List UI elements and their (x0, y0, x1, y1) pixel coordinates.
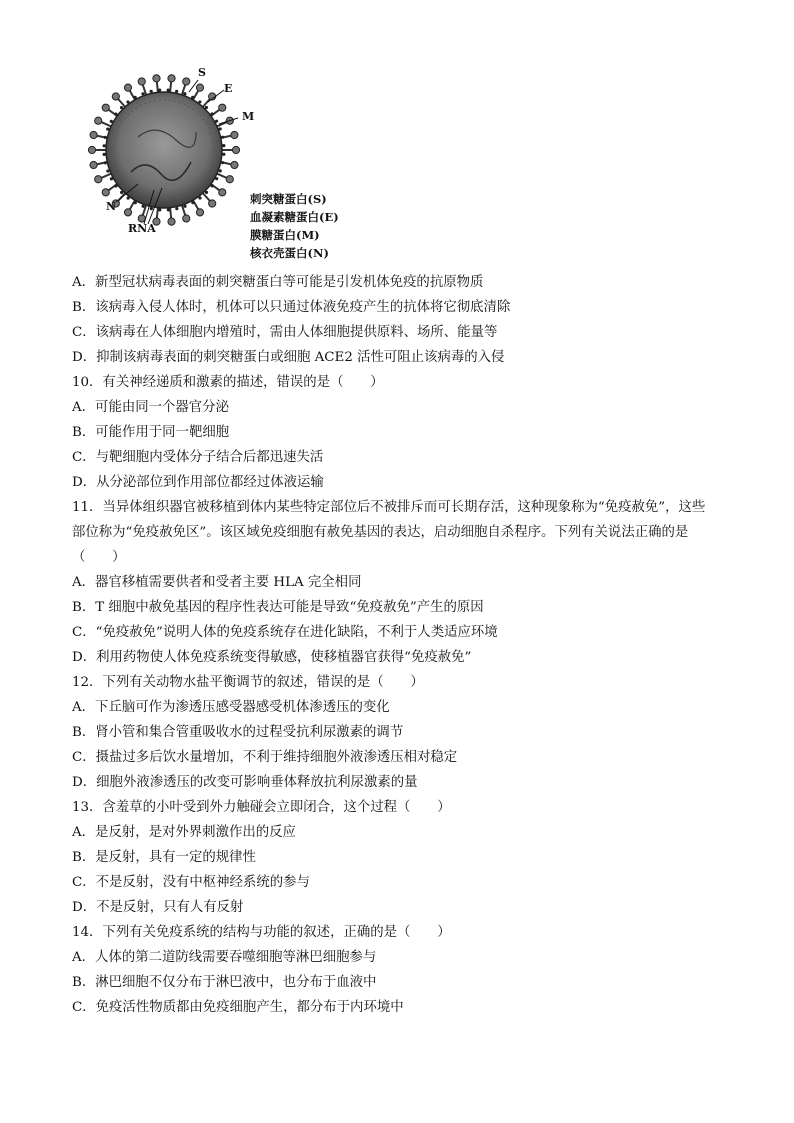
q10-option-a: A．可能由同一个器官分泌 (72, 400, 229, 415)
q13-option-d: D．不是反射，只有人有反射 (72, 900, 244, 915)
legend-item: 核衣壳蛋白(N) (250, 246, 329, 260)
label-rna: RNA (128, 222, 156, 235)
q13-option-a: A．是反射，是对外界刺激作出的反应 (72, 825, 296, 840)
q11-stem-line: （ ） (72, 550, 126, 565)
q10-stem: 10．有关神经递质和激素的描述，错误的是（ ） (72, 375, 384, 390)
q12-stem: 12．下列有关动物水盐平衡调节的叙述，错误的是（ ） (72, 675, 424, 690)
q11-stem-line: 部位称为“免疫赦免区”。该区域免疫细胞有赦免基因的表达，启动细胞自杀程序。下列有关说法正确的是 (72, 525, 689, 540)
q10-option-d: D．从分泌部位到作用部位都经过体液运输 (72, 475, 324, 490)
q11-stem-line: 11．当异体组织器官被移植到体内某些特定部位后不被排斥而可长期存活，这种现象称为“免疫赦免”，这些 (72, 500, 706, 515)
q13-option-c: C．不是反射，没有中枢神经系统的参与 (72, 875, 310, 890)
q12-option-a: A．下丘脑可作为渗透压感受器感受机体渗透压的变化 (72, 700, 390, 715)
q11-option-c: C．“免疫赦免”说明人体的免疫系统存在进化缺陷，不利于人类适应环境 (72, 625, 498, 640)
q9-option-c: C．该病毒在人体细胞内增殖时，需由人体细胞提供原料、场所、能量等 (72, 325, 498, 340)
legend-item: 膜糖蛋白(M) (250, 228, 320, 242)
label-e: E (224, 82, 233, 95)
virus-envelope (106, 92, 222, 208)
label-s: S (198, 66, 206, 79)
legend-item: 血凝素糖蛋白(E) (250, 210, 339, 224)
coronavirus-figure (86, 62, 356, 272)
q13-option-b: B．是反射，具有一定的规律性 (72, 850, 256, 865)
q13-stem: 13．含羞草的小叶受到外力触碰会立即闭合，这个过程（ ） (72, 800, 451, 815)
q12-option-d: D．细胞外液渗透压的改变可影响垂体释放抗利尿激素的量 (72, 775, 418, 790)
q14-option-b: B．淋巴细胞不仅分布于淋巴液中，也分布于血液中 (72, 975, 377, 990)
label-n: N (106, 200, 117, 213)
label-m: M (242, 110, 255, 123)
q11-option-d: D．利用药物使人体免疫系统变得敏感，使移植器官获得“免疫赦免” (72, 650, 472, 665)
q14-option-a: A．人体的第二道防线需要吞噬细胞等淋巴细胞参与 (72, 950, 377, 965)
question-text (72, 270, 732, 1020)
q10-option-c: C．与靶细胞内受体分子结合后都迅速失活 (72, 450, 324, 465)
q11-option-a: A．器官移植需要供者和受者主要 HLA 完全相同 (72, 575, 362, 590)
q14-option-c: C．免疫活性物质都由免疫细胞产生，都分布于内环境中 (72, 1000, 404, 1015)
q14-stem: 14．下列有关免疫系统的结构与功能的叙述，正确的是（ ） (72, 925, 451, 940)
q12-option-c: C．摄盐过多后饮水量增加，不利于维持细胞外液渗透压相对稳定 (72, 750, 458, 765)
q9-option-b: B．该病毒入侵人体时，机体可以只通过体液免疫产生的抗体将它彻底清除 (72, 300, 511, 315)
q12-option-b: B．肾小管和集合管重吸收水的过程受抗利尿激素的调节 (72, 725, 404, 740)
legend-item: 刺突糖蛋白(S) (250, 192, 327, 206)
q9-option-d: D．抑制该病毒表面的刺突糖蛋白或细胞 ACE2 活性可阻止该病毒的入侵 (72, 350, 505, 365)
q9-option-a: A．新型冠状病毒表面的刺突糖蛋白等可能是引发机体免疫的抗原物质 (72, 275, 484, 290)
q11-option-b: B．T 细胞中赦免基因的程序性表达可能是导致“免疫赦免”产生的原因 (72, 600, 484, 615)
figure-legend (250, 190, 339, 262)
q10-option-b: B．可能作用于同一靶细胞 (72, 425, 230, 440)
